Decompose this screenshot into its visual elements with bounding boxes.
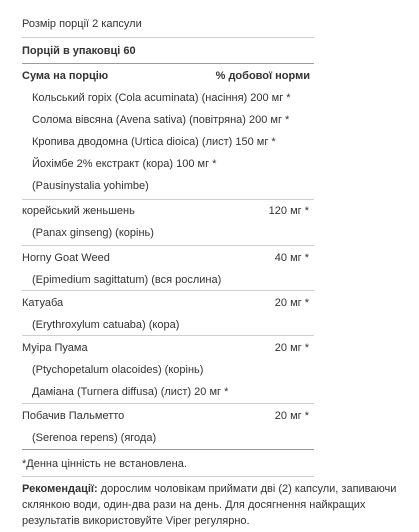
ingredient-amount: 20 мг *: [274, 297, 309, 309]
ingredient-name: корейський женьшень: [22, 205, 135, 217]
servings-per-container: Порцій в упаковці 60: [22, 45, 136, 57]
ingredient-source: (Epimedium sagittatum) (вся рослина): [32, 274, 222, 286]
ingredient-source: (Ptychopetalum olacoides) (корінь): [32, 364, 204, 376]
list-item: Йохімбе 2% екстракт (кора) 100 мг *: [32, 158, 217, 170]
divider: [22, 245, 314, 246]
divider: [22, 290, 314, 291]
ingredient-name: Horny Goat Weed: [22, 252, 110, 264]
ingredient-name: Побачив Пальметто: [22, 410, 125, 422]
ingredient-amount: 120 мг *: [268, 205, 309, 217]
amount-per-serving-header: Сума на порцію: [22, 70, 109, 82]
divider: [22, 403, 314, 404]
daily-value-header: % добової норми: [215, 70, 310, 82]
list-item: Кольський горіх (Cola acuminata) (насіння) 200 мг *: [32, 92, 291, 104]
ingredient-name: Катуаба: [22, 297, 64, 309]
serving-size: Розмір порції 2 капсули: [22, 18, 142, 30]
recommendation: [22, 481, 407, 529]
recommendation-text: дорослим чоловікам приймати дві (2) капсули, запиваючи склянкою води, один-два рази на день. Для досягнення найкращих результатів використовуйте Viper регулярно.: [22, 483, 397, 527]
ingredient-amount: 20 мг *: [274, 410, 309, 422]
ingredient-amount: 40 мг *: [274, 252, 309, 264]
ingredient-sub-line: Даміана (Turnera diffusa) (лист) 20 мг *: [32, 386, 229, 398]
ingredient-name: Муіра Пуама: [22, 342, 88, 354]
divider: [22, 37, 314, 38]
ingredient-source: (Panax ginseng) (корінь): [32, 227, 154, 239]
recommendation-label: Рекомендації:: [22, 483, 98, 495]
divider: [22, 335, 314, 336]
list-item: Кропива дводомна (Urtica dioica) (лист) 150 мг *: [32, 136, 276, 148]
ingredient-source: (Serenoa repens) (ягода): [32, 432, 157, 444]
divider: [22, 63, 314, 64]
footnote: *Денна цінність не встановлена.: [22, 458, 187, 470]
ingredient-amount: 20 мг *: [274, 342, 309, 354]
list-item: (Pausinystalia yohimbe): [32, 180, 149, 192]
list-item: Солома вівсяна (Avena sativa) (повітряна) 200 мг *: [32, 114, 290, 126]
ingredient-source: (Erythroxylum catuaba) (кора): [32, 319, 180, 331]
divider: [22, 476, 314, 477]
divider: [22, 449, 314, 450]
divider: [22, 199, 314, 200]
